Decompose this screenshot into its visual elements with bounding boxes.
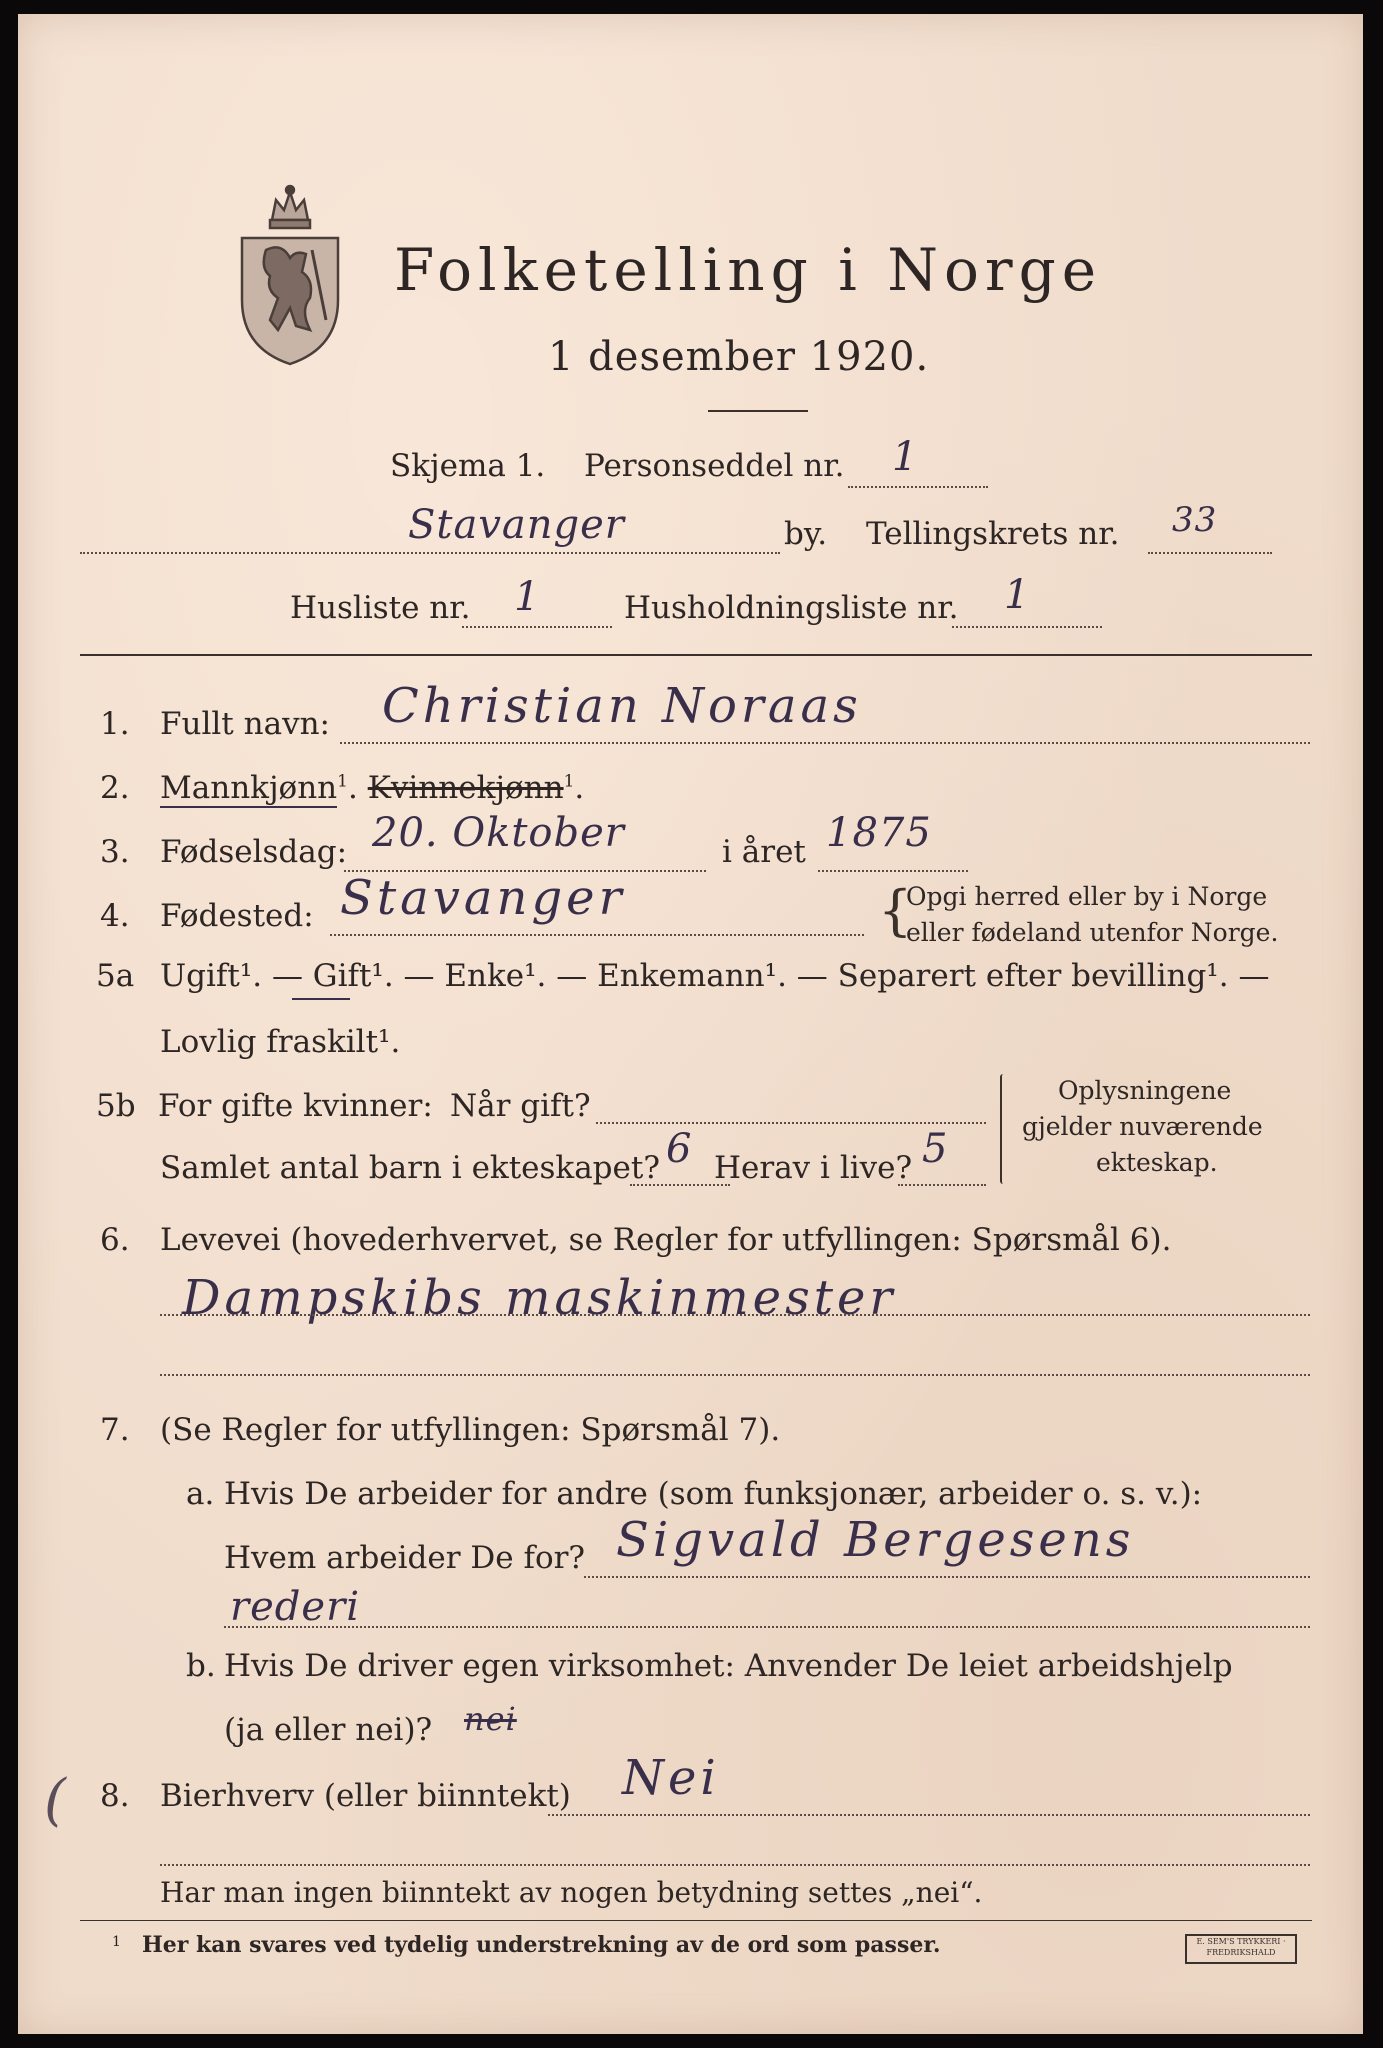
margin-mark: ( xyxy=(44,1768,67,1833)
q4-note-line1: Opgi herred eller by i Norge xyxy=(906,882,1268,911)
q2-number: 2. xyxy=(100,770,130,806)
q1-number: 1. xyxy=(100,706,130,742)
q6-line1 xyxy=(160,1314,1310,1316)
q7b-line1: Hvis De driver egen virksomhet: Anvender De leiet arbeidshjelp xyxy=(224,1648,1233,1684)
q5b-label2: Når gift? xyxy=(450,1088,591,1124)
q1-label: Fullt navn: xyxy=(160,706,330,742)
skjema-label: Skjema 1. xyxy=(390,448,546,484)
tellingskrets-value: 33 xyxy=(1172,500,1218,540)
city-value: Stavanger xyxy=(408,502,625,548)
q4-brace: { xyxy=(878,879,913,942)
q5b-label4: Herav i live? xyxy=(714,1150,913,1186)
married-when-line xyxy=(596,1122,986,1124)
personseddel-value: 1 xyxy=(892,434,919,480)
employer-value-cont: rederi xyxy=(230,1584,360,1630)
employer-value: Sigvald Bergesens xyxy=(616,1512,1135,1568)
q7-number: 7. xyxy=(100,1412,130,1448)
q8-number: 8. xyxy=(100,1778,130,1814)
q5b-note-line2: gjelder nuværende xyxy=(1022,1112,1263,1141)
q8-line2 xyxy=(160,1864,1310,1866)
q5b-number: 5b xyxy=(96,1088,136,1124)
q7-label: (Se Regler for utfyllingen: Spørsmål 7). xyxy=(160,1412,781,1448)
census-form-page xyxy=(18,14,1363,2034)
q7b-line2: (ja eller nei)? xyxy=(224,1712,433,1748)
q4-note-line2: eller fødeland utenfor Norge. xyxy=(906,918,1279,947)
employer-line2 xyxy=(224,1626,1310,1628)
footer-divider xyxy=(80,1920,1312,1921)
census-date: 1 desember 1920. xyxy=(548,334,930,380)
personseddel-line xyxy=(848,486,988,488)
q6-line2 xyxy=(160,1374,1310,1376)
birth-year-value: 1875 xyxy=(826,810,932,856)
gift-underline xyxy=(292,998,350,1000)
title-divider xyxy=(708,410,808,412)
husliste-value: 1 xyxy=(514,574,541,620)
marital-status-line2: Lovlig fraskilt¹. xyxy=(160,1024,401,1060)
q5b-note-line1: Oplysningene xyxy=(1058,1076,1232,1105)
tellingskrets-line xyxy=(1148,552,1272,554)
children-alive-value: 5 xyxy=(922,1126,949,1172)
personseddel-label: Personseddel nr. xyxy=(584,448,845,484)
tellingskrets-label: Tellingskrets nr. xyxy=(866,516,1120,552)
by-label: by. xyxy=(784,516,828,552)
children-total-value: 6 xyxy=(666,1126,693,1172)
form-title: Folketelling i Norge xyxy=(394,236,1103,304)
employer-line1 xyxy=(584,1576,1310,1578)
husliste-label: Husliste nr. xyxy=(290,590,471,626)
q6-label: Levevei (hovederhvervet, se Regler for utfyllingen: Spørsmål 6). xyxy=(160,1222,1172,1258)
male-option: Mannkjønn xyxy=(160,770,338,806)
q5b-brace xyxy=(1000,1074,1006,1184)
printer-stamp: E. SEM'S TRYKKERI · FREDRIKSHALD xyxy=(1185,1934,1297,1964)
q5a-number: 5a xyxy=(96,958,135,994)
side-income-value: Nei xyxy=(622,1750,720,1806)
occupation-value: Dampskibs maskinmester xyxy=(182,1270,897,1326)
footnote-text: Her kan svares ved tydelig understrekning av de ord som passer. xyxy=(142,1932,941,1958)
q4-line xyxy=(330,934,864,936)
q7a-line2: Hvem arbeider De for? xyxy=(224,1540,586,1576)
q3-number: 3. xyxy=(100,834,130,870)
q7a-line1: Hvis De arbeider for andre (som funksjonær, arbeider o. s. v.): xyxy=(224,1476,1203,1512)
full-name-value: Christian Noraas xyxy=(382,678,862,734)
husliste-line xyxy=(462,626,612,628)
q4-number: 4. xyxy=(100,898,130,934)
q4-label: Fødested: xyxy=(160,898,314,934)
marital-status-options: Ugift¹. — Gift¹. — Enke¹. — Enkemann¹. — Separert efter bevilling¹. — xyxy=(160,958,1270,994)
q1-line xyxy=(340,742,1310,744)
q7b-letter: b. xyxy=(186,1648,216,1684)
female-option: Kvinnekjønn xyxy=(367,770,564,806)
q7a-letter: a. xyxy=(186,1476,215,1512)
footnote-number: 1 xyxy=(112,1934,121,1950)
q3-label: Fødselsdag: xyxy=(160,834,348,870)
q5b-note-line3: ekteskap. xyxy=(1096,1148,1218,1177)
header-divider xyxy=(80,654,1312,656)
children-alive-line xyxy=(898,1184,986,1186)
gender-options: Mannkjønn$^1$. Kvinnekjønn$^1$. xyxy=(160,770,585,806)
city-line xyxy=(80,552,780,554)
hired-help-value: nei xyxy=(464,1700,517,1738)
year-line xyxy=(818,870,968,872)
husholdningsliste-label: Husholdningsliste nr. xyxy=(624,590,959,626)
husholdningsliste-line xyxy=(952,626,1102,628)
husholdningsliste-value: 1 xyxy=(1004,572,1031,618)
q8-label: Bierhverv (eller biinntekt) xyxy=(160,1778,571,1814)
birth-date-value: 20. Oktober xyxy=(372,810,625,856)
q8-line1 xyxy=(548,1814,1310,1816)
norway-coat-of-arms-icon xyxy=(230,180,350,370)
q5b-label3: Samlet antal barn i ekteskapet? xyxy=(160,1150,660,1186)
q5b-label1: For gifte kvinner: xyxy=(158,1088,433,1124)
q6-number: 6. xyxy=(100,1222,130,1258)
footer-note: Har man ingen biinntekt av nogen betydning settes „nei“. xyxy=(160,1876,983,1909)
year-label: i året xyxy=(722,834,806,870)
birthplace-value: Stavanger xyxy=(340,870,626,926)
